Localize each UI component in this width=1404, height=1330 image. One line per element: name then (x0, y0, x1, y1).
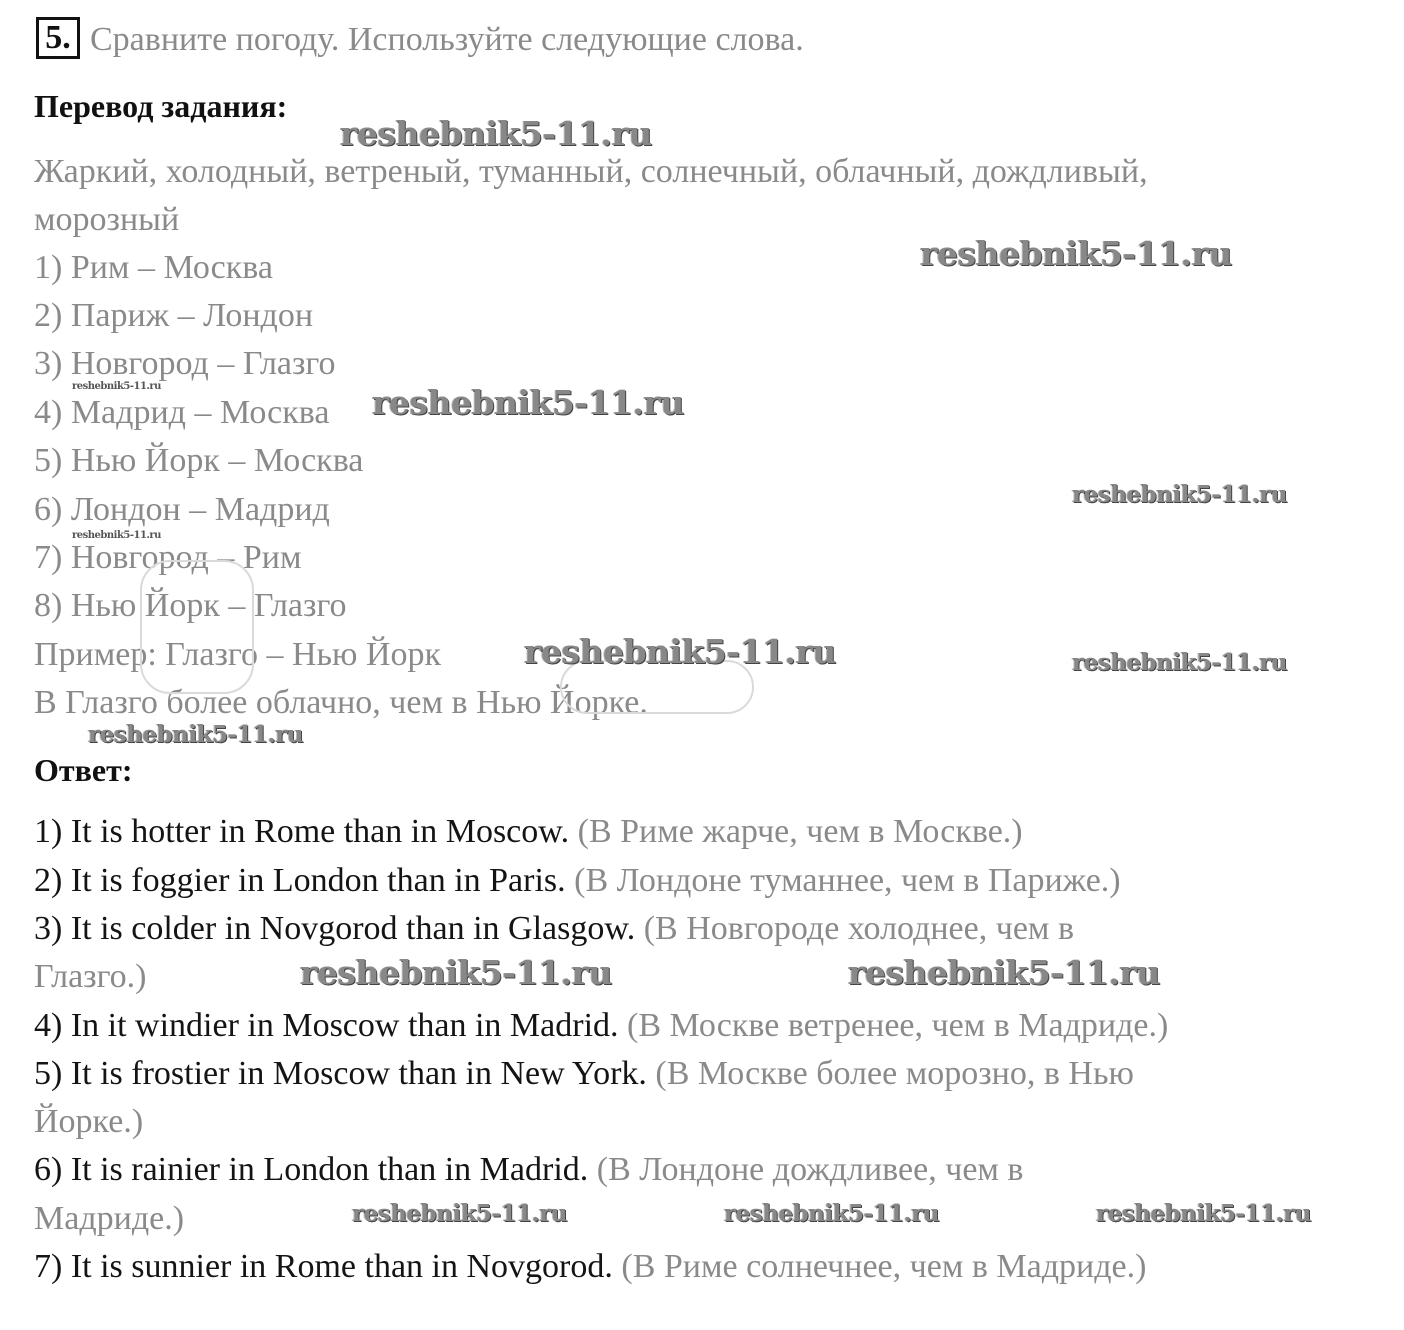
watermark: reshebnik5-11.ru (524, 632, 836, 671)
city-pair-5: 5) Нью Йорк – Москва (34, 442, 364, 479)
watermark: reshebnik5-11.ru (724, 1200, 939, 1227)
answer-english: 5) It is frostier in Moscow than in New York. (34, 1055, 647, 1092)
city-pair-4: 4) Мадрид – Москва (34, 394, 330, 431)
watermark: reshebnik5-11.ru (300, 953, 612, 992)
watermark: reshebnik5-11.ru (372, 383, 684, 422)
example-answer: В Глазго более облачно, чем в Нью Йорке. (34, 684, 648, 721)
city-pair-2: 2) Париж – Лондон (34, 297, 314, 334)
answer-item-2 (34, 861, 1121, 901)
translation-words-line-1: Жаркий, холодный, ветреный, туманный, солнечный, облачный, дождливый, (34, 153, 1148, 190)
answer-item-6-continued: Мадриде.) (34, 1200, 185, 1237)
answer-russian: (В Риме солнечнее, чем в Мадриде.) (621, 1248, 1147, 1285)
answer-item-1 (34, 812, 1023, 852)
answer-item-6 (34, 1150, 1023, 1190)
answer-russian: (В Лондоне дождливее, чем в (596, 1151, 1024, 1188)
answer-russian: (В Москве ветренее, чем в Мадриде.) (627, 1007, 1169, 1044)
answer-english: 7) It is sunnier in Rome than in Novgorod. (34, 1248, 613, 1285)
background-ghost-mark (140, 560, 254, 694)
city-pair-7: 7) Новгород – Рим (34, 539, 302, 576)
answer-russian: (В Лондоне туманнее, чем в Париже.) (574, 862, 1121, 899)
city-pair-3: 3) Новгород – Глазго (34, 345, 336, 382)
answer-russian: (В Москве более морозно, в Нью (655, 1055, 1134, 1092)
watermark: reshebnik5-11.ru (920, 234, 1232, 273)
translation-heading: Перевод задания: (34, 88, 288, 124)
watermark: reshebnik5-11.ru (1072, 481, 1287, 508)
watermark: reshebnik5-11.ru (352, 1200, 567, 1227)
city-pair-8: 8) Нью Йорк – Глазго (34, 587, 347, 624)
answer-russian: (В Новгороде холоднее, чем в (643, 910, 1074, 947)
answer-item-3-continued: Глазго.) (34, 958, 147, 995)
answer-item-3 (34, 909, 1074, 949)
answer-item-4 (34, 1006, 1168, 1046)
answer-english: 6) It is rainier in London than in Madrid. (34, 1151, 589, 1188)
watermark: reshebnik5-11.ru (340, 114, 652, 153)
watermark: reshebnik5-11.ru (848, 953, 1160, 992)
watermark: reshebnik5-11.ru (72, 381, 161, 392)
city-pair-1: 1) Рим – Москва (34, 249, 273, 286)
answer-english: 4) In it windier in Moscow than in Madrid. (34, 1007, 619, 1044)
answer-item-5 (34, 1054, 1134, 1094)
watermark: reshebnik5-11.ru (72, 530, 161, 541)
answer-english: 1) It is hotter in Rome than in Moscow. (34, 813, 570, 850)
answer-heading: Ответ: (34, 752, 133, 788)
example-label: Пример: Глазго – Нью Йорк (34, 636, 442, 673)
task-number-badge: 5. (36, 17, 80, 59)
city-pair-6: 6) Лондон – Мадрид (34, 491, 330, 528)
watermark: reshebnik5-11.ru (1096, 1200, 1311, 1227)
watermark: reshebnik5-11.ru (88, 721, 303, 748)
watermark: reshebnik5-11.ru (1072, 649, 1287, 676)
answer-english: 2) It is foggier in London than in Paris. (34, 862, 566, 899)
task-instruction: Сравните погоду. Используйте следующие слова. (90, 21, 804, 58)
answer-english: 3) It is colder in Novgorod than in Glasgow. (34, 910, 636, 947)
answer-item-7 (34, 1247, 1146, 1287)
answer-item-5-continued: Йорке.) (34, 1103, 144, 1140)
answer-russian: (В Риме жарче, чем в Москве.) (577, 813, 1023, 850)
translation-words-line-2: морозный (34, 201, 180, 238)
